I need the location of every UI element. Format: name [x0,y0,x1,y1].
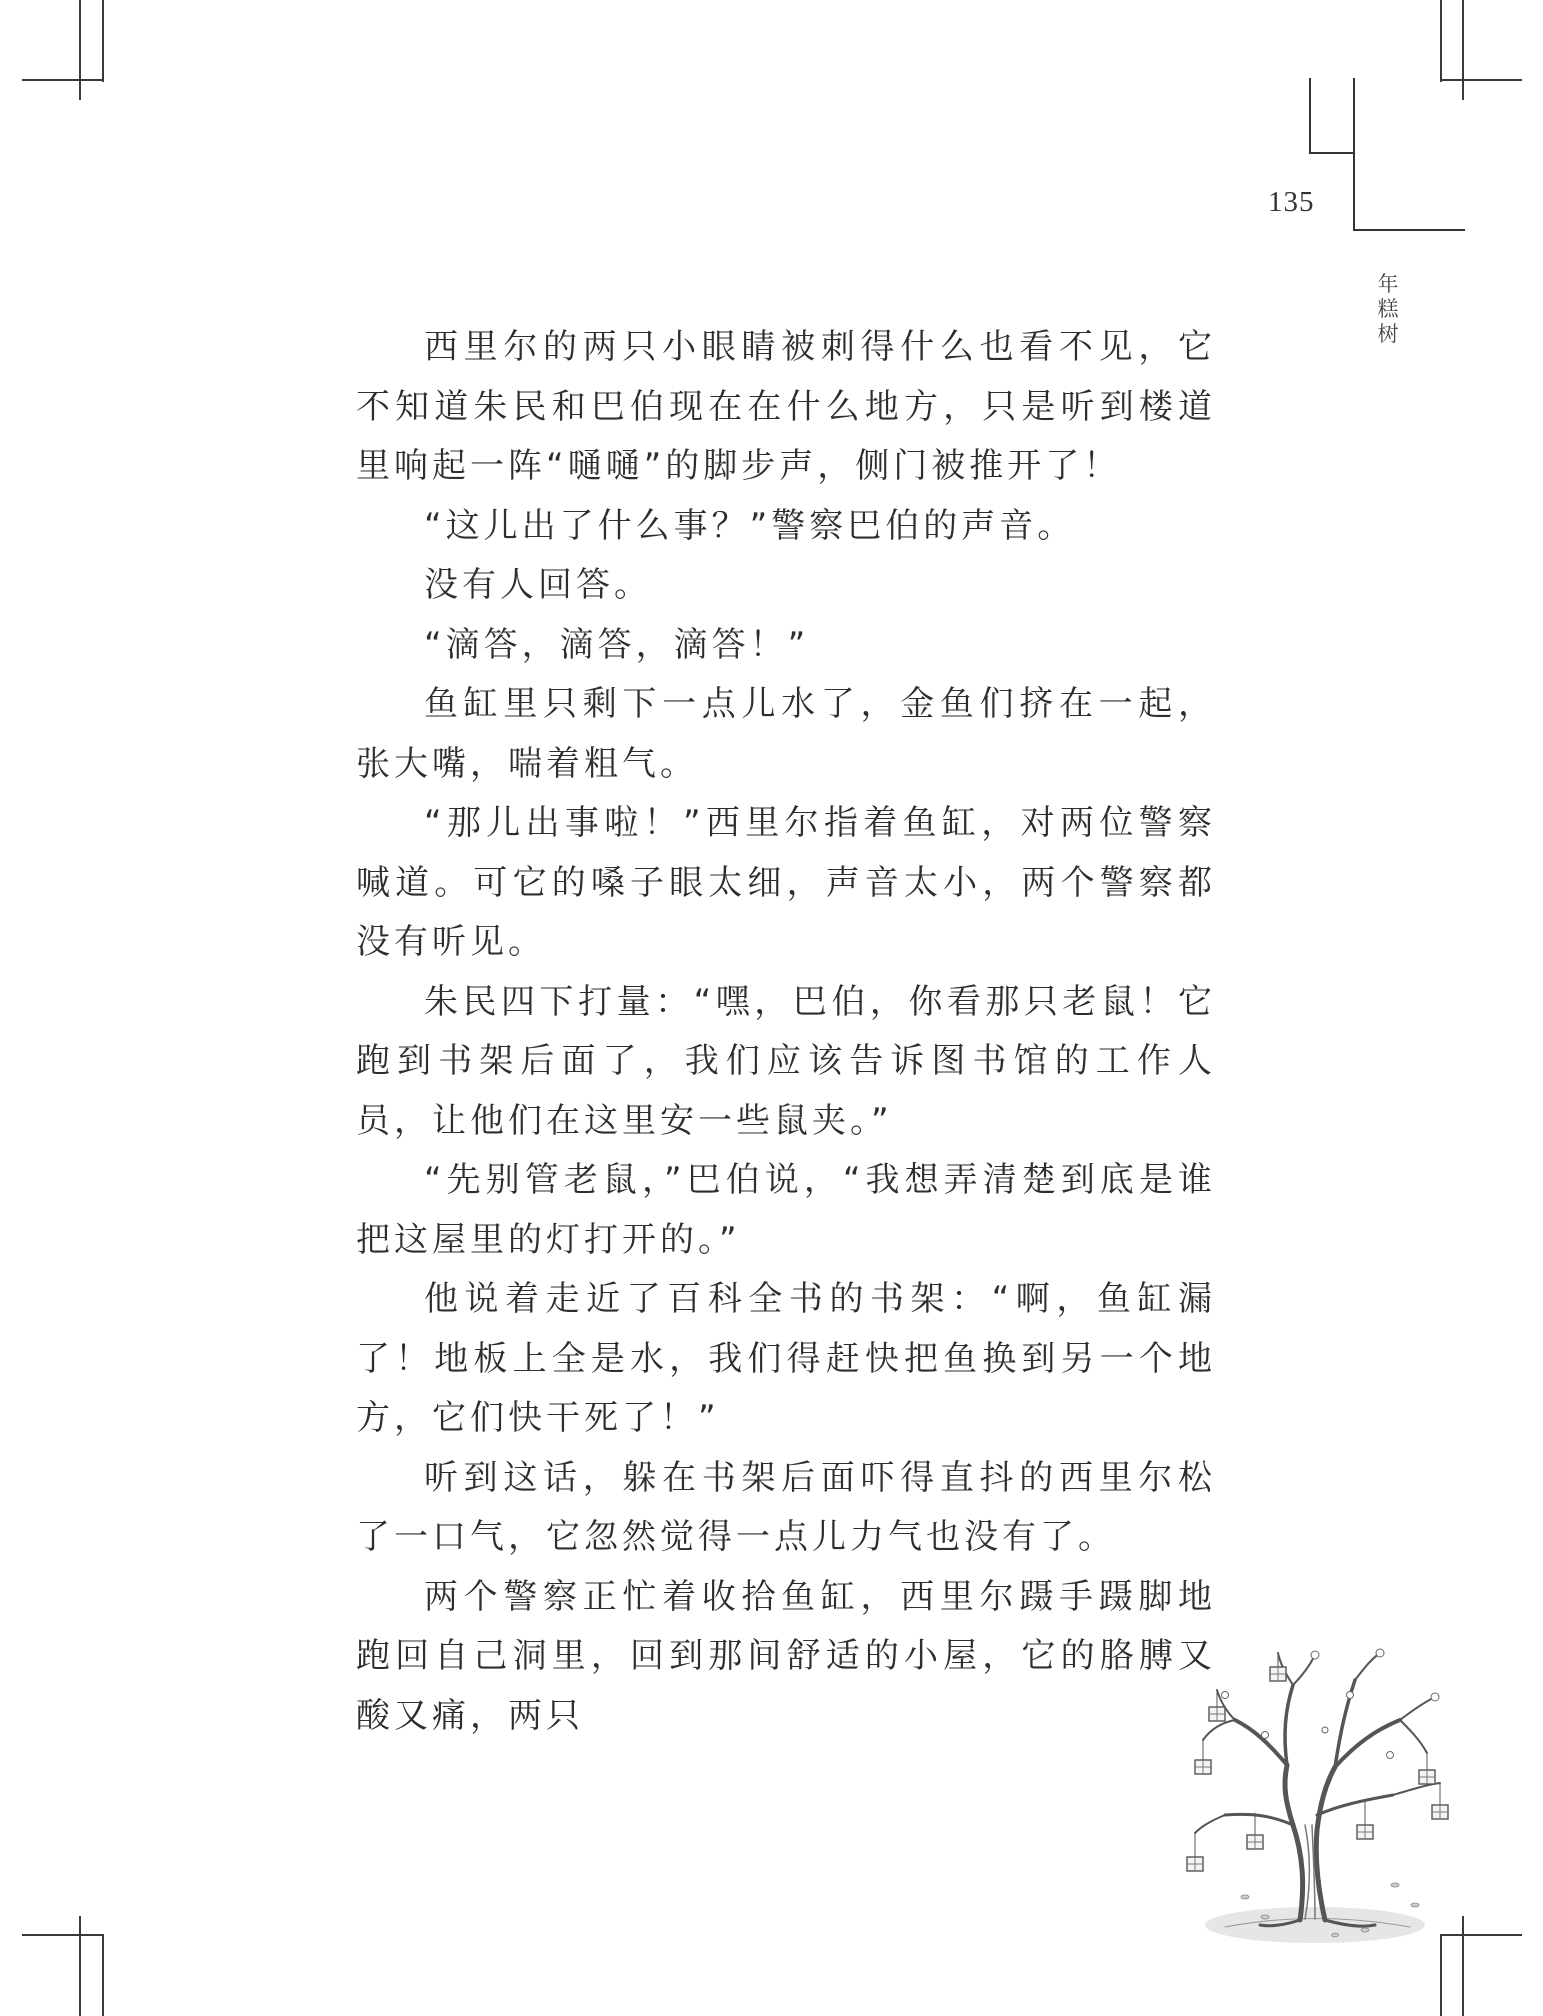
paragraph: “滴答，滴答，滴答！” [424,624,810,665]
folio-rule-horizontal-top [1309,152,1354,154]
tree-with-hanging-boxes-icon [1165,1635,1485,1955]
crop-mark-top-left-v1 [79,0,81,100]
folio-rule-horizontal-bottom [1353,229,1465,231]
crop-mark-bottom-left-h [22,1934,102,1936]
paragraph: 朱民四下打量：“嘿，巴伯，你看那只老鼠！它跑到书架后面了，我们应该告诉图书馆的工作人员，让他们在这里安一些鼠夹。” [356,981,1216,1141]
paragraph: 没有人回答。 [424,565,652,605]
paragraph: “这儿出了什么事？”警察巴伯的声音。 [424,505,1076,546]
folio-rule-vertical-right [1353,78,1355,230]
paragraph: 他说着走近了百科全书的书架：“啊，鱼缸漏了！地板上全是水，我们得赶快把鱼换到另一个地方，它们快干死了！” [356,1279,1216,1438]
crop-mark-top-right-v2 [1462,0,1464,100]
paragraph: 鱼缸里只剩下一点儿水了，金鱼们挤在一起，张大嘴，喘着粗气。 [356,684,1216,784]
crop-mark-top-left-h [22,79,102,81]
running-title-char: 糕 [1377,297,1399,321]
paragraph: “那儿出事啦！”西里尔指着鱼缸，对两位警察喊道。可它的嗓子眼太细，声音太小，两个警察都没有听见。 [356,803,1216,962]
paragraph: 两个警察正忙着收拾鱼缸，西里尔蹑手蹑脚地跑回自己洞里，回到那间舒适的小屋，它的胳膊又酸又痛，两只 [356,1576,1216,1736]
folio-rule-vertical-left [1309,78,1311,152]
paragraph: 西里尔的两只小眼睛被刺得什么也看不见，它不知道朱民和巴伯现在在什么地方，只是听到楼道里响起一阵“嗵嗵”的脚步声，侧门被推开了！ [356,327,1216,486]
body-text [356,318,1216,1746]
paragraph: 听到这话，躲在书架后面吓得直抖的西里尔松了一口气，它忽然觉得一点儿力气也没有了。 [356,1457,1216,1557]
crop-mark-top-right-v1 [1440,0,1442,82]
paragraph: “先别管老鼠，”巴伯说，“我想弄清楚到底是谁把这屋里的灯打开的。” [356,1160,1216,1260]
crop-mark-bottom-left-v1 [79,1916,81,2016]
running-title-char: 树 [1377,322,1399,346]
running-title [1373,272,1403,347]
crop-mark-top-left-v2 [102,0,104,82]
crop-mark-top-right-h [1440,79,1522,81]
running-title-char: 年 [1377,272,1399,296]
page-number: 135 [1268,186,1315,218]
crop-mark-bottom-left-v2 [102,1934,104,2016]
